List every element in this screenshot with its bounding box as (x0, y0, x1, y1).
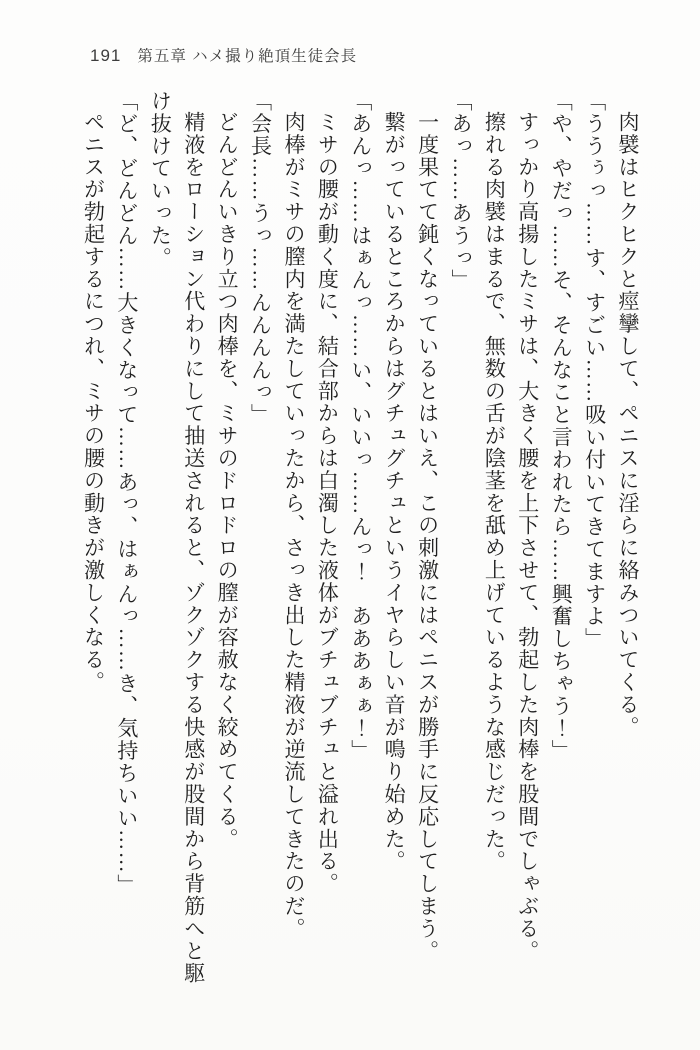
chapter-title: 第五章 ハメ撮り絶頂生徒会長 (137, 48, 358, 65)
text-body (76, 90, 644, 995)
paragraph: 「会長……うっ……んんんんっ」 (248, 90, 273, 426)
paragraph: 「あんっ……はぁんっ……い、いいっ……んっ！ あああぁぁ！」 (348, 90, 373, 762)
paragraph: 「ううぅっ……す、すごい……吸い付いてきてますよ」 (582, 90, 607, 650)
paragraph: 精液をローション代わりにして抽送されると、ゾクゾクする快感が股間から背筋へと駆け抜けていった。 (148, 90, 206, 985)
paragraph: ミサの腰が動く度に、結合部からは白濁した液体がブチュブチュと溢れ出る。 (315, 111, 340, 895)
paragraph: 「あっ……あうっ」 (448, 90, 473, 292)
paragraph: 「や、やだっ……そ、そんなこと言われたら……興奮しちゃう！」 (549, 90, 574, 762)
running-header (90, 44, 357, 66)
paragraph: 肉棒がミサの膣内を満たしていったから、さっき出した精液が逆流してきたのだ。 (281, 111, 306, 940)
paragraph: 一度果てて鈍くなっているとはいえ、この刺激にはペニスが勝手に反応してしまう。 (415, 111, 440, 963)
paragraph: すっかり高揚したミサは、大きく腰を上下させて、勃起した肉棒を股間でしゃぶる。 (515, 111, 540, 963)
page-number: 191 (90, 46, 122, 65)
paragraph: どんどんいきり立つ肉棒を、ミサのドロドロの膣が容赦なく絞めてくる。 (215, 111, 240, 851)
paragraph: 繋がっているところからはグチュグチュというイヤらしい音が鳴り始めた。 (382, 111, 407, 873)
paragraph: 「ど、どんどん……大きくなって……あっ、はぁんっ……き、気持ちいい……」 (114, 90, 139, 897)
paragraph: 肉襞はヒクヒクと痙攣して、ペニスに淫らに絡みついてくる。 (616, 111, 640, 739)
paragraph: ペニスが勃起するにつれ、ミサの腰の動きが激しくなる。 (81, 111, 106, 694)
paragraph: 擦れる肉襞はまるで、無数の舌が陰茎を舐め上げているような感じだった。 (482, 111, 507, 873)
